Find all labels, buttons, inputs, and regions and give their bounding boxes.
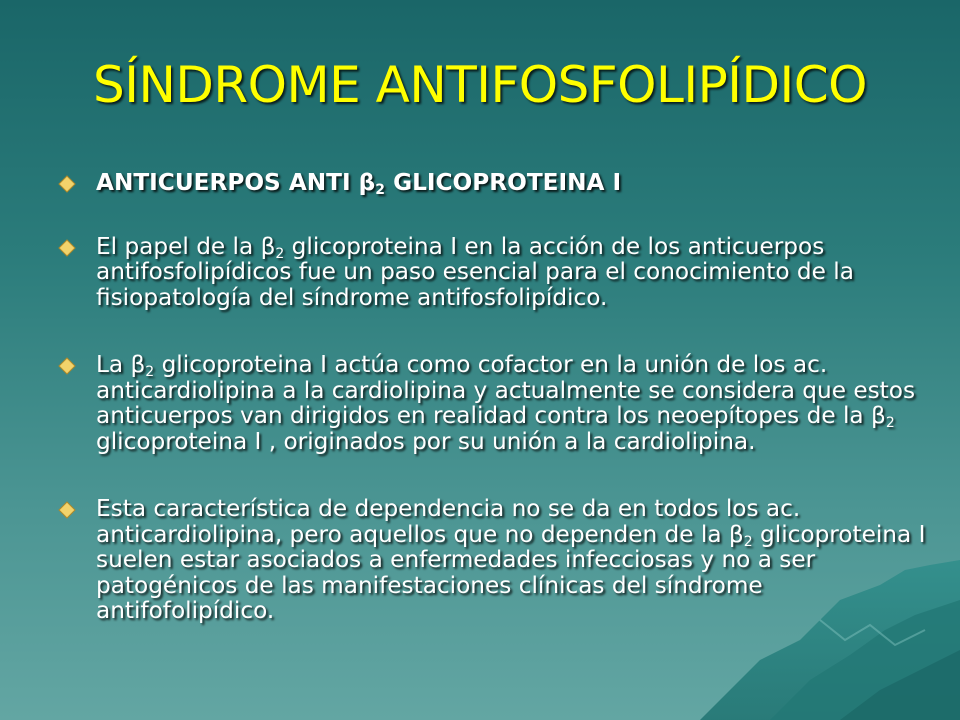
bullet-text: Esta característica de dependencia no se da en todos los ac. anticardiolipina, pero aquellos que no dependen de la $\beta_2$ glicoproteina I suelen estar asociados a enfermedades infecciosas y no a ser patogénicos de las manifestaciones clínicas del síndrome antifofolipídico. [96,495,926,624]
bullet-item [58,234,928,311]
bullet-item [58,170,928,196]
diamond-bullet-icon [58,175,76,193]
bullet-item [58,496,928,624]
diamond-bullet-icon [58,357,76,375]
diamond-bullet-icon [58,501,76,519]
bullet-text: La $\beta_2$ glicoproteina I actúa como cofactor en la unión de los ac. anticardiolipina a la cardiolipina y actualmente se considera que estos anticuerpos van dirigidos en realidad contra los neoepítopes de la $\beta_2$ glicoproteina I , originados por su unión a la cardiolipina. [96,351,916,455]
bullet-item [58,352,928,454]
slide-title: SÍNDROME ANTIFOSFOLIPÍDICO [93,56,867,114]
bullet-text: ANTICUERPOS ANTI $\beta_2$ GLICOPROTEINA I [96,169,622,198]
bullet-list [58,170,928,624]
bullet-text: El papel de la $\beta_2$ glicoproteina I en la acción de los anticuerpos antifosfolipídicos fue un paso esencial para el conocimiento de la fisiopatología del síndrome antifosfolipídico. [96,232,854,311]
diamond-bullet-icon [58,239,76,257]
